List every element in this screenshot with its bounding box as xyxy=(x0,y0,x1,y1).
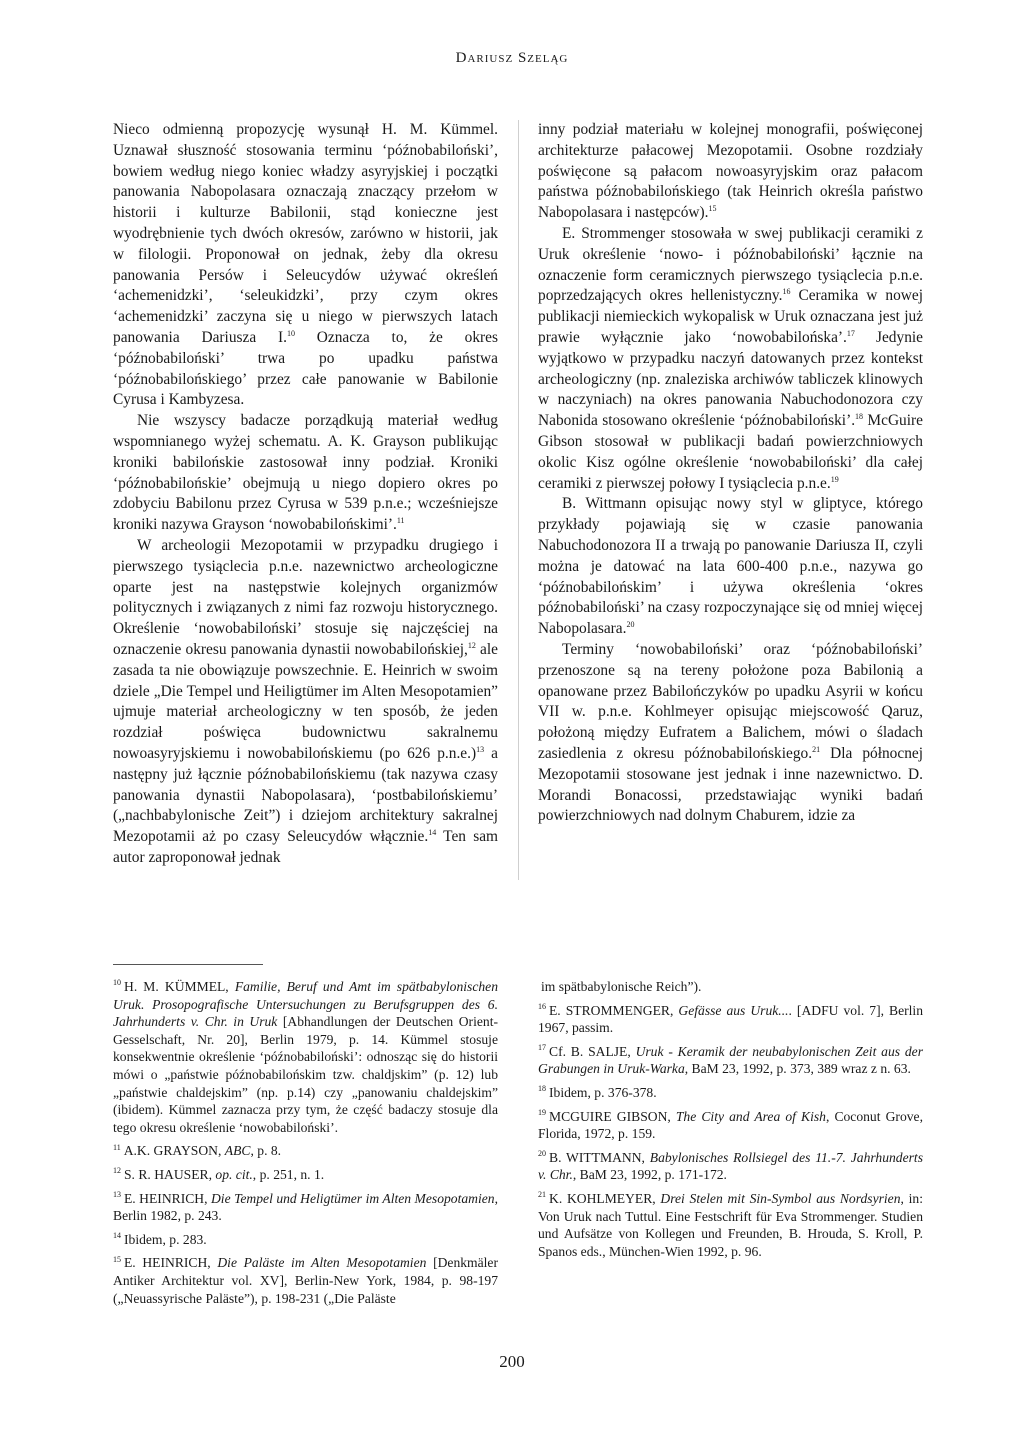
paragraph: Nie wszyscy badacze porządkują materiał według wspomnianego wyżej schematu. A. K. Grayson publikując kroniki babilońskie zastosował inny podział. Kroniki ‘późnobabilońskie’ obejmują u niego dopiero okres po zdobyciu Babilonu przez Cyrusa w 539 p.n.e.; wcześniejsze kroniki nazywa Grayson ‘nowobabilońskimi’.$^{11}$ xyxy=(113,412,498,534)
footnote-ref[interactable]: 14 xyxy=(428,827,437,837)
footnote: im spätbabylonische Reich”). xyxy=(541,979,702,994)
footnotes-right xyxy=(538,978,923,1266)
footnote: $^{13}$ E. HEINRICH, Die Tempel und Heligtümer im Alten Mesopotamien, Berlin 1982, p. 243. xyxy=(113,1190,498,1224)
footnote: $^{11}$ A.K. GRAYSON, ABC, p. 8. xyxy=(113,1142,282,1159)
footnote: $^{12}$ S. R. HAUSER, op. cit., p. 251, n. 1. xyxy=(113,1166,325,1182)
footnote-ref[interactable]: 16 xyxy=(782,287,791,297)
paragraph: Nieco odmienną propozycję wysunął H. M. Kümmel. Uznawał słuszność stosowania terminu ‘późnobabiloński’, bowiem według niego koniec władzy asyryjskiej i początki panowania Nabopolasara oznaczają znaczący przełom w historii i kulturze Babilonii, stąd konieczne jest wyodrębnienie tych dwóch okresów, zarówno w historii, jak w filologii. Proponował on jednak, żeby dla okresu panowania Persów i Seleucydów używać określeń ‘achemenidzki’, ‘seleukidzki’, przy czym okres ‘achemenidzki’ zaczyna się u niego w pierwszych latach panowania Dariusza I.$^{10}$ Oznacza to, że okres ‘późnobabiloński’ trwa po upadku państwa ‘późnobabilońskiego’ przez całe panowanie w Babilonie Cyrusa i Kambyzesa. xyxy=(113,121,498,409)
paragraph: inny podział materiału w kolejnej monografii, poświęconej architekturze pałacowej Mezopotamii. Osobne rozdziały poświęcone są pałacom nowoasyryjskim oraz pałacom państwa późnobabilońskiego (tak Heinrich określa państwo Nabopolasara i następców).$^{15}$ xyxy=(538,121,923,222)
footnote-ref[interactable]: 20 xyxy=(626,620,635,629)
page-number: 200 xyxy=(499,1352,525,1371)
footnote: $^{14}$ Ibidem, p. 283. xyxy=(113,1231,207,1247)
paragraph: W archeologii Mezopotamii w przypadku drugiego i pierwszego tysiąclecia p.n.e. nazewnictwo archeologiczne oparte jest na następstwie kolejnych organizmów politycznych i związanych z nimi faz rozwoju historycznego. Określenie ‘nowobabiloński’ stosuje się najczęściej na oznaczenie okresu panowania dynastii nowobabilońskiej,$^{12}$ ale zasada ta nie obowiązuje powszechnie. E. Heinrich w swoim dziele „Die Tempel und Heiligtümer im Alten Mesopotamien” ujmuje materiał archeologiczny w ten sposób, że jeden rozdział poświęca budownictwu sakralnemu nowoasyryjskiemu i nowobabilońskiemu (po 626 p.n.e.)$^{13}$ a następny już łącznie późnobabilońskiemu (tak nazywa czasy panowania dynastii Nabopolasara), ‘postbabilońskiemu’ („nachbabylonische Zeit”) i dziejom architektury sakralnej Mezopotamii aż po czasy Seleucydów włącznie.$^{14}$ Ten sam autor zaproponował jednak xyxy=(113,536,499,866)
body-column-left xyxy=(113,120,498,869)
footnote: $^{10}$ H. M. KÜMMEL, Familie, Beruf und Amt im spätbabylonischen Uruk. Prosopografische Untersuchungen zu Berufsgruppen des 6. Jahrhunderts v. Chr. in Uruk [Abhandlungen der Deutschen Orient-Gesselschaft, Nr. 20], Berlin 1979, p. 14. Kümmel stosuje konsekwentnie określenie ‘późnobabiloński’: odnosząc się do historii mówi o „państwie późnobabilońskim tzw. chaldjskim” (p. 12) lub „państwie chaldejskim” (np. p.14) czy „panowaniu chaldejskim” (ibidem). Kümmel zaznacza przy tym, że część badaczy stosuje dla tego okresu określenie ‘nowobabiloński’. xyxy=(113,978,498,1135)
footnote-ref[interactable]: 10 xyxy=(286,328,295,338)
footnote-ref[interactable]: 17 xyxy=(846,328,855,338)
column-divider xyxy=(518,120,519,880)
footnotes-left xyxy=(113,978,498,1313)
body-column-right xyxy=(538,120,923,827)
footnote: $^{16}$ E. STROMMENGER, Gefässe aus Uruk.... [ADFU vol. 7], Berlin 1967, passim. xyxy=(538,1002,923,1036)
footnote-ref[interactable]: 12 xyxy=(467,640,476,650)
footnote: $^{19}$ MCGUIRE GIBSON, The City and Area of Kish, Coconut Grove, Florida, 1972, p. 159. xyxy=(538,1108,923,1142)
footnote-ref[interactable]: 13 xyxy=(476,744,485,754)
footnote-ref[interactable]: 19 xyxy=(830,474,839,484)
footnote: $^{20}$ B. WITTMANN, Babylonisches Rollsiegel des 11.-7. Jahrhunderts v. Chr., BaM 23, 1992, p. 171-172. xyxy=(538,1149,923,1183)
footnote-ref[interactable]: 15 xyxy=(708,204,717,214)
footnote-separator xyxy=(113,964,263,965)
footnote: $^{18}$ Ibidem, p. 376-378. xyxy=(538,1084,657,1100)
footnote: $^{17}$ Cf. B. SALJE, Uruk - Keramik der neubabylonischen Zeit aus der Grabungen in Uruk-Warka, BaM 23, 1992, p. 373, 389 wraz z n. 63. xyxy=(538,1043,923,1077)
running-head: Dariusz Szeląg xyxy=(455,50,569,66)
footnote: $^{15}$ E. HEINRICH, Die Paläste im Alten Mesopotamien [Denkmäler Antiker Architektur vol. XV], Berlin-New York, 1984, p. 98-197 („Neuassyrische Paläste”), p. 198-231 („Die Paläste xyxy=(113,1254,498,1306)
footnote-ref[interactable]: 11 xyxy=(396,516,405,526)
footnote-ref[interactable]: 18 xyxy=(855,412,864,422)
paragraph: Terminy ‘nowobabiloński’ oraz ‘późnobabiloński’ przenoszone są na tereny położone poza Babilonią a opanowane przez Babilończyków po upadku Asyrii w końcu VII w. p.n.e. Kohlmeyer opisując miejscowość Qaruz, położoną między Eufratem a Balichem, mówi o śladach zasiedlenia z okresu późnobabilońskiego.$^{21}$ Dla północnej Mezopotamii stosowane jest jednak i inne nazewnictwo. D. Morandi Bonacossi, przedstawiając wyniki badań powierzchniowych nad dolnym Chaburem, idzie za xyxy=(538,640,924,825)
paragraph: B. Wittmann opisując nowy styl w gliptyce, którego przykłady pojawiają się w czasie panowania Nabuchodonozora II a trwają po panowanie Dariusza II, czyli można je datować na lata 600-400 p.n.e., nazywa go ‘późnobabilońskim’ i używa określenia ‘okres późnobabiloński’ na czasy rozpoczynające się od mniej więcej Nabopolasara.$^{20}$ xyxy=(538,495,923,638)
paragraph: E. Strommenger stosowała w swej publikacji ceramiki z Uruk określenie ‘nowo- i późnobabiloński’ łącznie na oznaczenie form ceramicznych pierwszego tysiąclecia p.n.e. poprzedzających okres hellenistyczny.$^{16}$ Ceramika w nowej publikacji niemieckich wykopalisk w Uruk oznaczana jest już prawie wyłącznie jako ‘nowobabilońska’.$^{17}$ Jedynie wyjątkowo w przypadku naczyń datowanych przez kontekst archeologiczny (np. znaleziska archiwów tabliczek klinowych w naczyniach) na okres panowania Nabuchodonozora czy Nabonida stosowano określenie ‘późnobabiloński’.$^{18}$ McGuire Gibson stosował w publikacji badań powierzchniowych okolic Kisz ogólne określenie ‘nowobabiloński’ dla całej ceramiki z pierwszej połowy I tysiąclecia p.n.e.$^{19}$ xyxy=(538,224,923,492)
footnote-ref[interactable]: 21 xyxy=(812,744,821,754)
footnote: $^{21}$ K. KOHLMEYER, Drei Stelen mit Sin-Symbol aus Nordsyrien, in: Von Uruk nach Tuttul. Eine Festschrift für Eva Strommenger. Studien und Aufsätze von Kollegen und Freunden, B. Hrouda, S. Kroll, P. Spanos eds., München-Wien 1992, p. 96. xyxy=(538,1190,923,1259)
